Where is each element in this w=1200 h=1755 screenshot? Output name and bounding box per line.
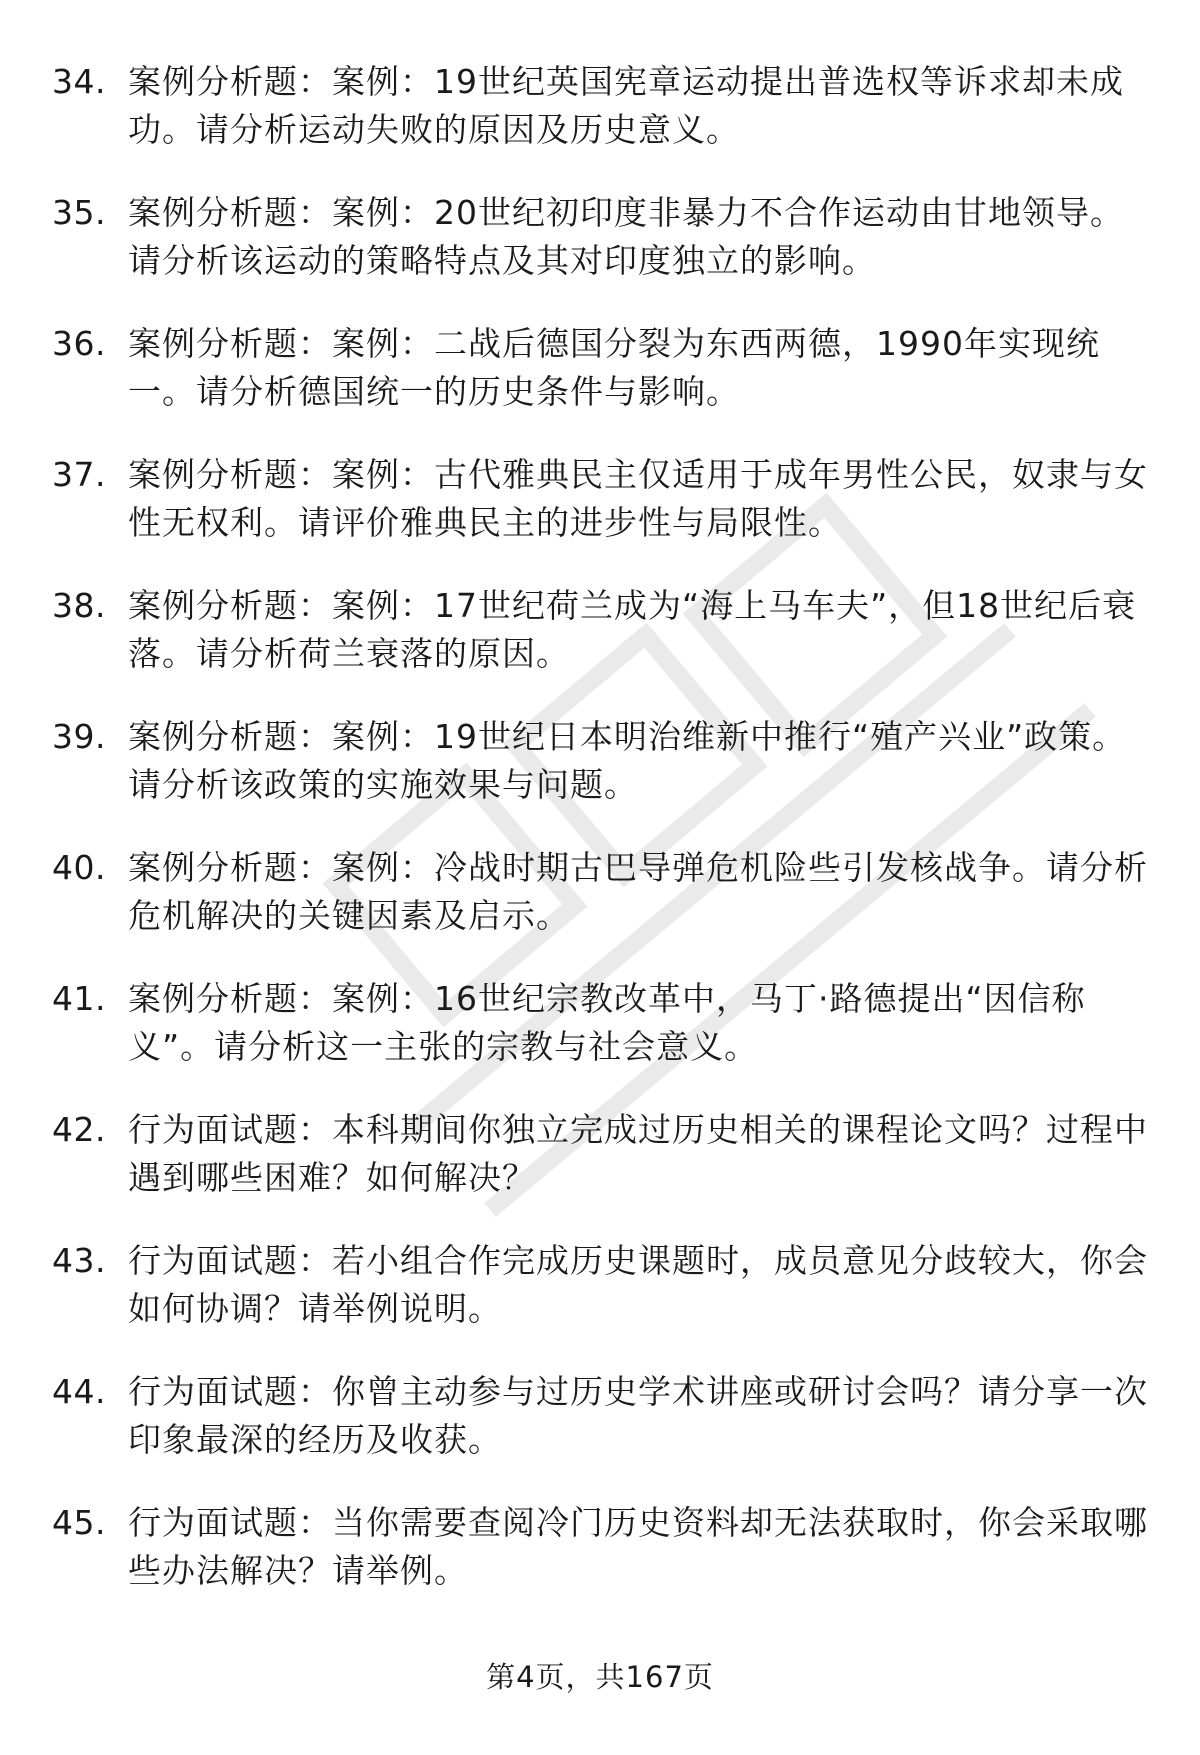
question-text: 行为面试题：若小组合作完成历史课题时，成员意见分歧较大，你会如何协调？请举例说明。: [128, 1241, 1148, 1328]
question-item: [52, 451, 1152, 582]
question-item: [52, 320, 1152, 451]
question-item: [52, 1106, 1152, 1237]
question-text: 行为面试题：当你需要查阅冷门历史资料却无法获取时，你会采取哪些办法解决？请举例。: [128, 1503, 1148, 1590]
question-text: 案例分析题：案例：19世纪英国宪章运动提出普选权等诉求却未成功。请分析运动失败的原因及历史意义。: [128, 62, 1124, 149]
question-text: 案例分析题：案例：20世纪初印度非暴力不合作运动由甘地领导。请分析该运动的策略特点及其对印度独立的影响。: [128, 193, 1124, 280]
question-number: 42.: [52, 1110, 106, 1149]
question-list: [52, 58, 1152, 1630]
question-number: 40.: [52, 848, 106, 887]
page-number-label: 第4页，共167页: [486, 1660, 714, 1694]
question-item: [52, 58, 1152, 189]
question-number: 39.: [52, 717, 106, 756]
question-number: 35.: [52, 193, 106, 232]
question-item: [52, 582, 1152, 713]
question-number: 41.: [52, 979, 106, 1018]
question-number: 37.: [52, 455, 106, 494]
question-text: 案例分析题：案例：古代雅典民主仅适用于成年男性公民，奴隶与女性无权利。请评价雅典民主的进步性与局限性。: [128, 455, 1148, 542]
question-text: 行为面试题：你曾主动参与过历史学术讲座或研讨会吗？请分享一次印象最深的经历及收获。: [128, 1372, 1148, 1459]
question-item: [52, 1237, 1152, 1368]
question-item: [52, 189, 1152, 320]
question-number: 43.: [52, 1241, 106, 1280]
question-text: 案例分析题：案例：冷战时期古巴导弹危机险些引发核战争。请分析危机解决的关键因素及启示。: [128, 848, 1148, 935]
question-text: 案例分析题：案例：17世纪荷兰成为“海上马车夫”，但18世纪后衰落。请分析荷兰衰落的原因。: [128, 586, 1137, 673]
question-number: 38.: [52, 586, 106, 625]
question-text: 案例分析题：案例：16世纪宗教改革中，马丁·路德提出“因信称义”。请分析这一主张的宗教与社会意义。: [128, 979, 1086, 1066]
question-number: 45.: [52, 1503, 106, 1542]
question-number: 36.: [52, 324, 106, 363]
question-item: [52, 975, 1152, 1106]
question-item: [52, 713, 1152, 844]
question-text: 案例分析题：案例：19世纪日本明治维新中推行“殖产兴业”政策。请分析该政策的实施效果与问题。: [128, 717, 1127, 804]
question-item: [52, 1499, 1152, 1630]
question-number: 44.: [52, 1372, 106, 1411]
question-item: [52, 1368, 1152, 1499]
question-text: 行为面试题：本科期间你独立完成过历史相关的课程论文吗？过程中遇到哪些困难？如何解决？: [128, 1110, 1148, 1197]
question-number: 34.: [52, 62, 106, 101]
page-footer: [0, 1657, 1200, 1697]
question-text: 案例分析题：案例：二战后德国分裂为东西两德，1990年实现统一。请分析德国统一的历史条件与影响。: [128, 324, 1100, 411]
question-item: [52, 844, 1152, 975]
